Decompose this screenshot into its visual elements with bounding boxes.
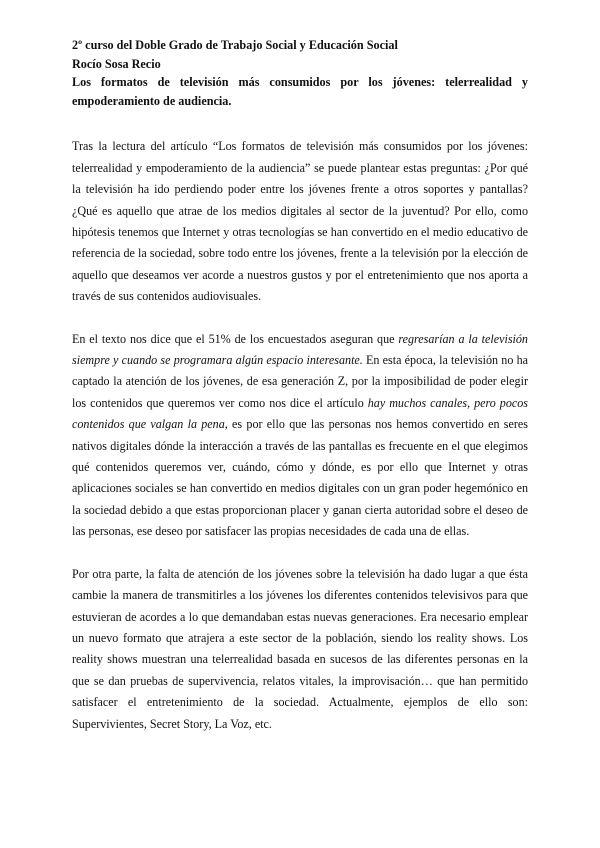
quoted-text: hay muchos canales, pero pocos contenidos que valgan la pena [72,395,528,432]
document-body [72,36,528,735]
paragraph-text: , es por ello que las personas nos hemos convertido en seres nativos digitales dónde la interacción a través de las pantallas es frecuente en el que elegimos qué contenidos queremos ver, cuándo, cómo y dónde, es por ello que Internet y otras aplicaciones sociales se han convertido en medios digitales con un gran poder hegemónico en la sociedad debido a que estas proporcionan placer y ganan cierta autoridad sobre el deseo de las personas, ese deseo por satisfacer las propias necesidades de cada una de ellas. [72,417,528,539]
paragraph-text: En esta época, la televisión no ha captado la atención de los jóvenes, de esa generación Z, por la imposibilidad de poder elegir los contenidos que queremos ver como nos dice el artículo [72,353,528,410]
quoted-text: regresarían a la televisión siempre y cuando se programara algún espacio interesante. [72,331,528,368]
paragraph-reality-shows: Por otra parte, la falta de atención de los jóvenes sobre la televisión ha dado lugar a que ésta cambie la manera de transmitirles a los jóvenes los diferentes contenidos televisivos para que estuvieran de acordes a lo que demandaban estas nuevas generaciones. Era necesario emplear un nuevo formato que atrajera a este sector de la población, siendo los reality shows. Los reality shows muestran una telerrealidad basada en sucesos de las diferentes personas en la que se dan pruebas de supervivencia, relatos vitales, la improvisación… que han permitido satisfacer el entretenimiento de la sociedad. Actualmente, ejemplos de ello son: Supervivientes, Secret Story, La Voz, etc. [72,566,528,731]
essay-title: Los formatos de televisión más consumidos por los jóvenes: telerrealidad y empoderamiento de audiencia. [72,75,528,108]
paragraph-text: En el texto nos dice que el 51% de los encuestados aseguran que [72,331,399,346]
course-heading: 2º curso del Doble Grado de Trabajo Social y Educación Social [72,38,398,52]
paragraph-analysis [72,329,528,543]
author-name: Rocío Sosa Recio [72,56,161,71]
paragraph-intro: Tras la lectura del artículo “Los formatos de televisión más consumidos por los jóvenes: telerrealidad y empoderamiento de la audiencia” se puede plantear estas preguntas: ¿Por qué la televisión ha ido perdiendo poder entre los jóvenes frente a otros soportes y pantallas? ¿Qué es aquello que atrae de los medios digitales al sector de la juventud? Por ello, como hipótesis tenemos que Internet y otras tecnologías se han convertido en el medio educativo de referencia de la sociedad, sobre todo entre los jóvenes, frente a la televisión por la elección de aquello que deseamos ver acorde a nuestros gustos y por el entretenimiento que nos aporta a través de sus contenidos audiovisuales. [72,139,528,304]
